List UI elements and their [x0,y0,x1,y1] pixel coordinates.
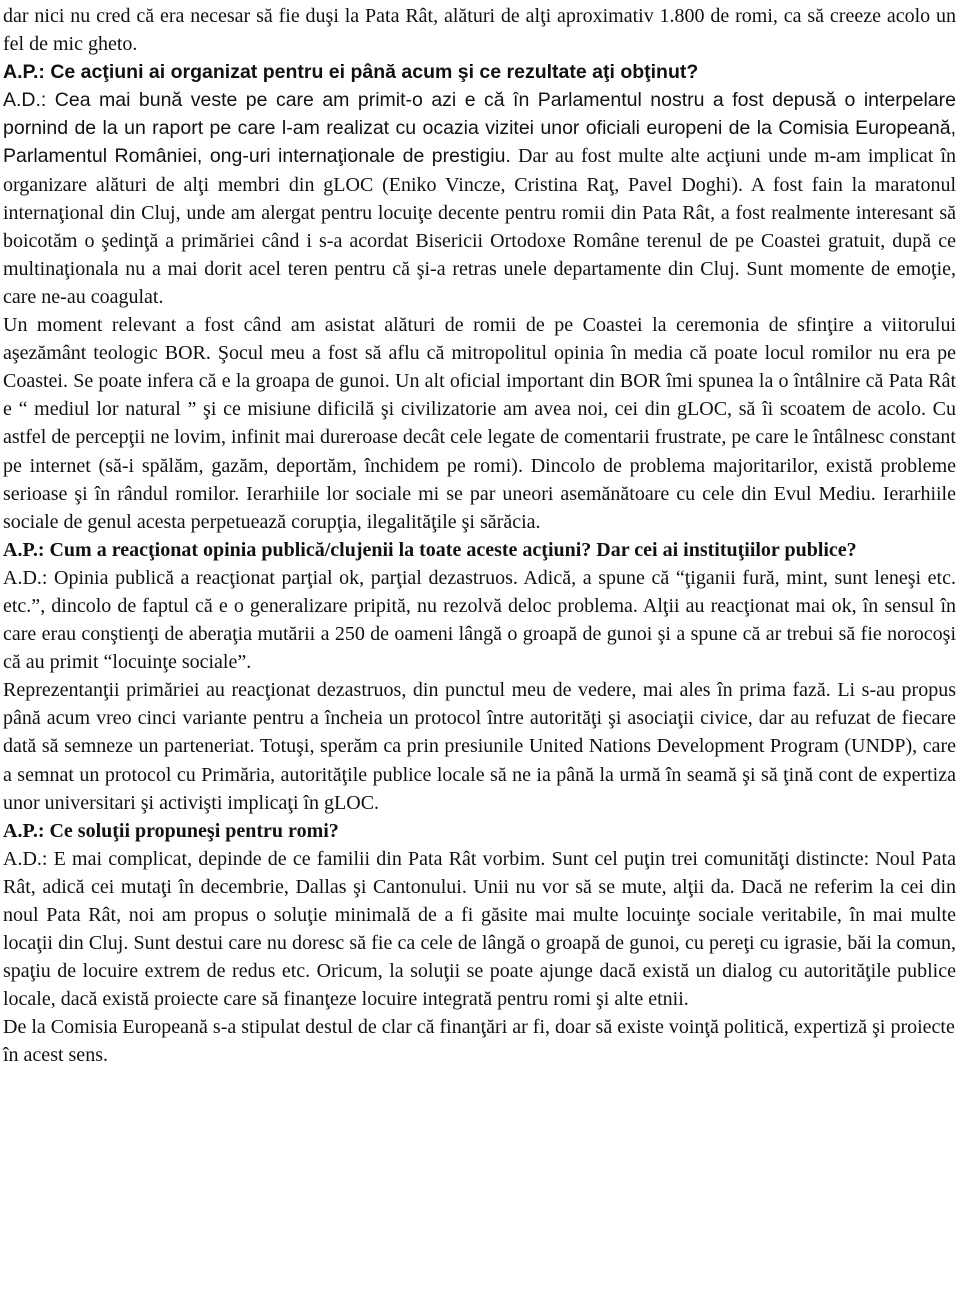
answer-actions [0,86,960,311]
answer-public-opinion: A.D.: Opinia publică a reacţionat parţial ok, parţial dezastruos. Adică, a spune că “ţiganii fură, mint, sunt leneşi etc. etc.”, dincolo de faptul că e o generalizare pripită, nu rezolvă deloc problema. Alţii au reacţionat mai ok, în sensul în care erau conştienţi de aberaţia mutării a 250 de oameni lângă o groapă de gunoi şi a spune că ar trebui să fie norocoşi că au primit “locuinţe sociale”. [3,566,956,674]
paragraph-city-hall: Reprezentanţii primăriei au reacţionat dezastruos, din punctul meu de vedere, mai ales în prima fază. Li s-au propus până acum vreo cinci variante pentru a încheia un protocol între autorităţi şi asociaţii civice, dar au refuzat de fiecare dată să semneze un parteneriat. Totuşi, sperăm ca prin presiunile United Nations Development Program (UNDP), care a semnat un protocol cu Primăria, autorităţile publice locale să ne ia până la urmă în seamă şi să ţină cont de expertiza unor universitari şi activişti implicaţi în gLOC. [3,679,956,814]
paragraph-bor-ceremony: Un moment relevant a fost când am asistat alături de romii de pe Coastei la ceremonia de sfinţire a viitorului aşezământ teologic BOR. Şocul meu a fost să aflu că mitropolitul opinia în media că poate locul romilor nu era pe Coastei. Se poate infera că e la groapa de gunoi. Un alt oficial important din BOR îmi spunea la o întâlnire că Pata Rât e “ mediul lor natural ” şi ce misiune dificilă şi civilizatorie am avea noi, cei din gLOC, să îi scoatem de acolo. Cu astfel de percepţii ne lovim, infinit mai dureroase decât cele legate de comentarii frustrate, pe care le întâlnesc constant pe internet (să-i spălăm, gazăm, deportăm, închidem pe romi). Dincolo de problema majoritarilor, există probleme serioase şi în rândul romilor. Ierarhiile lor sociale mi se par uneori asemănătoare cu cele din Evul Mediu. Ierarhiile sociale de genul acesta perpetuează corupţia, ilegalităţile şi sărăcia. [3,314,956,533]
document-page [0,2,960,1070]
question-public-opinion: A.P.: Cum a reacţionat opinia publică/clujenii la toate aceste acţiuni? Dar cei ai instituţiilor publice? [3,538,857,561]
answer-actions-sans-part: A.D.: Cea mai bună veste pe care am primit-o azi e că în Parlamentul nostru a fost depusă o interpelare pornind de la un raport pe care l-am realizat cu ocazia vizitei unor oficiali europeni de la Comisia Europeană, Parlamentul României, ong-uri internaţionale de prestigiu. [3,89,956,168]
paragraph-european-commission: De la Comisia Europeană s-a stipulat destul de clar că finanţări ar fi, doar să existe voinţă politică, expertiză şi proiecte în acest sens. [3,1016,955,1067]
question-solutions: A.P.: Ce soluţii propuneşi pentru romi? [3,819,339,842]
answer-solutions: A.D.: E mai complicat, depinde de ce familii din Pata Rât vorbim. Sunt cel puţin trei comunităţi distincte: Noul Pata Rât, adică cei mutaţi în decembrie, Dallas şi Cantonului. Unii nu vor să se mute, alţii da. Dacă ne referim la cei din noul Pata Rât, noi am propus o soluţie minimală de a fi găsite mai multe locuinţe sociale veritabile, în mai multe locaţii din Cluj. Sunt destui care nu doresc să fie ca cele de lângă o groapă de gunoi, cu pereţi cu igrasie, băi la comun, spaţiu de locuire extrem de redus etc. Oricum, la soluţii se poate ajunge dacă există un dialog cu autorităţile publice locale, dacă există proiecte care să finanţeze locuire integrată pentru romi şi alte etnii. [3,847,956,1011]
paragraph-intro: dar nici nu cred că era necesar să fie duşi la Pata Rât, alături de alţi aproximativ 1.800 de romi, ca să creeze acolo un fel de mic gheto. [3,5,956,56]
answer-actions-serif-part: Dar au fost multe alte acţiuni unde m-am implicat în organizare alături de alţi membri din gLOC (Eniko Vincze, Cristina Raţ, Pavel Doghi). A fost fain la maratonul internaţional din Cluj, unde am alergat pentru locuiţe decente pentru romii din Pata Rât, a fost realmente interesant să boicotăm o şedinţă a primăriei când i s-a acordat Bisericii Ortodoxe Române terenul de pe Coastei gratuit, după ce multinaţionala nu a mai dorit acel teren pentru că şi-a retras unele departamente din Cluj. Sunt momente de emoţie, care ne-au coagulat. [3,145,956,308]
question-actions: A.P.: Ce acţiuni ai organizat pentru ei până acum şi ce rezultate aţi obţinut? [3,61,699,84]
